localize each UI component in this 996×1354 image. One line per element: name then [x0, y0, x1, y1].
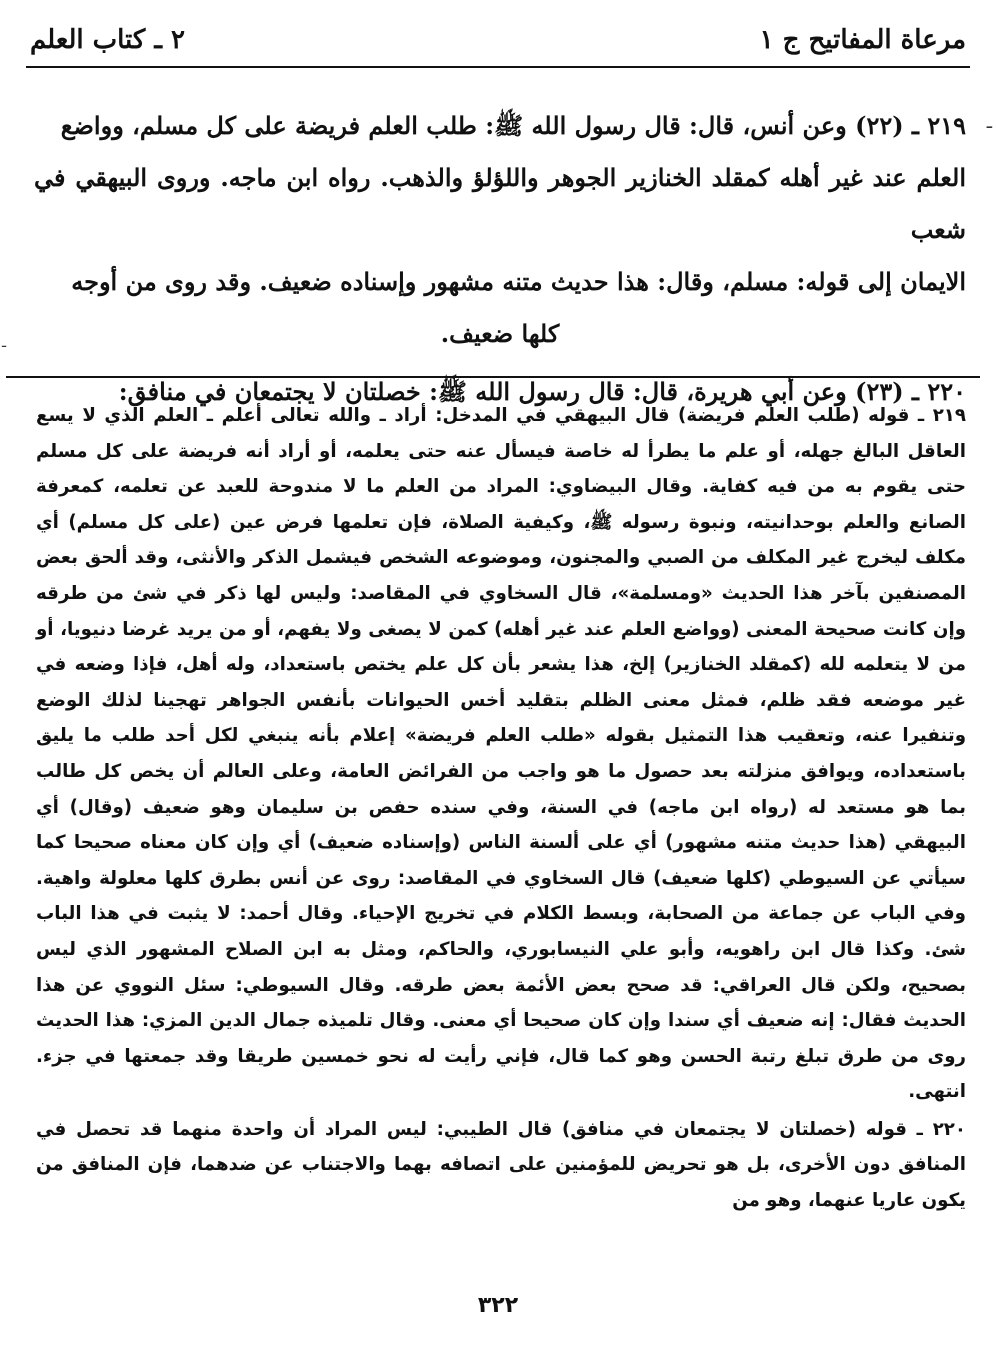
commentary-paragraph-219: ٢١٩ ـ قوله (طلب العلم فريضة) قال البيهقي في المدخل: أراد ـ والله تعالى أعلم ـ العلم الذي لا يسع العاقل البالغ جهله، أو علم ما يطرأ له خاصة فيسأل عنه حتى يعلمه، أو أراد أنه فريضة على كل مسلم حتى يقوم به من فيه كفاية. وقال البيضاوي: المراد من العلم ما لا مندوحة للعبد عن تعلمه، كمعرفة الصانع والعلم بوحدانيته، ونبوة رسوله ﷺ، وكيفية الصلاة، فإن تعلمها فرض عين (على كل مسلم) أي مكلف ليخرج غير المكلف من الصبي والمجنون، وموضوعه الشخص فيشمل الذكر والأنثى، وقد ألحق بعض المصنفين بآخر هذا الحديث «ومسلمة»، قال السخاوي في المقاصد: وليس لها ذكر في شئ من طرقه وإن كانت صحيحة المعنى (وواضع العلم عند غير أهله) كمن لا يصغى ولا يفهم، أو من يريد غرضا دنيويا، أو من لا يتعلمه لله (كمقلد الخنازير) إلخ، هذا يشعر بأن كل علم يختص باستعداد، وله أهل، فإذا وضعه في غير موضعه فقد ظلم، فمثل معنى الظلم بتقليد أخس الحيوانات بأنفس الجواهر تهجينا لذلك الوضع وتنفيرا عنه، وتعقيب هذا التمثيل بقوله «طلب العلم فريضة» إعلام بأنه ينبغي لكل أحد طلب ما يليق باستعداده، ويوافق منزلته بعد حصول ما هو واجب من الفرائض العامة، وعلى العالم أن يخص كل طالب بما هو مستعد له (رواه ابن ماجه) في السنة، وفي سنده حفص بن سليمان وهو ضعيف (وقال) أي البيهقي (هذا حديث متنه مشهور) أي على ألسنة الناس (وإسناده ضعيف) أي وإن كان معناه صحيحا كما سيأتي عن السيوطي (كلها ضعيف) قال السخاوي في المقاصد: روى عن أنس بطرق كلها معلولة واهية. وفي الباب عن جماعة من الصحابة، وبسط الكلام في تخريج الإحياء. وقال أحمد: لا يثبت في هذا الباب شئ. وكذا قال ابن راهويه، وأبو علي النيسابوري، والحاكم، ومثل به ابن الصلاح المشهور الذي ليس بصحيح، ولكن قال العراقي: قد صحح بعض الأئمة بعض طرقه. وقال السيوطي: سئل النووي عن هذا الحديث فقال: إنه ضعيف أي سندا وإن كان صحيحا أي معنى. وقال تلميذه جمال الدين المزي: هذا الحديث روى من طرق تبلغ رتبة الحسن وهو كما قال، فإني رأيت له نحو خمسين طريقا وقد جمعتها في جزء. انتهى.: [36, 405, 966, 1103]
footnote-separator: [6, 376, 980, 378]
commentary-paragraph-220: ٢٢٠ ـ قوله (خصلتان لا يجتمعان في منافق) قال الطيبي: ليس المراد أن واحدة منهما قد تحصل في المنافق دون الأخرى، بل هو تحريض للمؤمنين على اتصافه بهما والاجتناب عن ضدهما، فإن المنافق من يكون عاريا عنهما، وهو من: [36, 1118, 966, 1212]
header-rule: [26, 66, 970, 68]
hadith-text: [34, 100, 966, 418]
hadith-219-line-3: الايمان إلى قوله: مسلم، وقال: هذا حديث متنه مشهور وإسناده ضعيف. وقد روى من أوجه: [71, 267, 966, 296]
page-number: ٣٢٢: [477, 1293, 519, 1318]
margin-mark: ـ: [986, 112, 992, 133]
book-title-header: مرعاة المفاتيح ج ١: [759, 25, 966, 55]
hadith-219-line-1: ٢١٩ ـ (٢٢) وعن أنس، قال: قال رسول الله ﷺ: طلب العلم فريضة على كل مسلم، وواضع: [60, 111, 966, 140]
running-header: [30, 18, 966, 62]
hadith-219-line-4: كلها ضعيف.: [440, 319, 560, 348]
margin-mark: ـ: [2, 335, 7, 351]
hadith-220-line: ٢٢٠ ـ (٢٣) وعن أبي هريرة، قال: قال رسول الله ﷺ: خصلتان لا يجتمعان في منافق:: [118, 377, 966, 406]
chapter-title-header: ٢ ـ كتاب العلم: [30, 25, 185, 55]
commentary-section: [36, 398, 966, 1219]
hadith-219-line-2: العلم عند غير أهله كمقلد الخنازير الجوهر واللؤلؤ والذهب. رواه ابن ماجه. وروى البيهقي في شعب: [34, 163, 966, 244]
